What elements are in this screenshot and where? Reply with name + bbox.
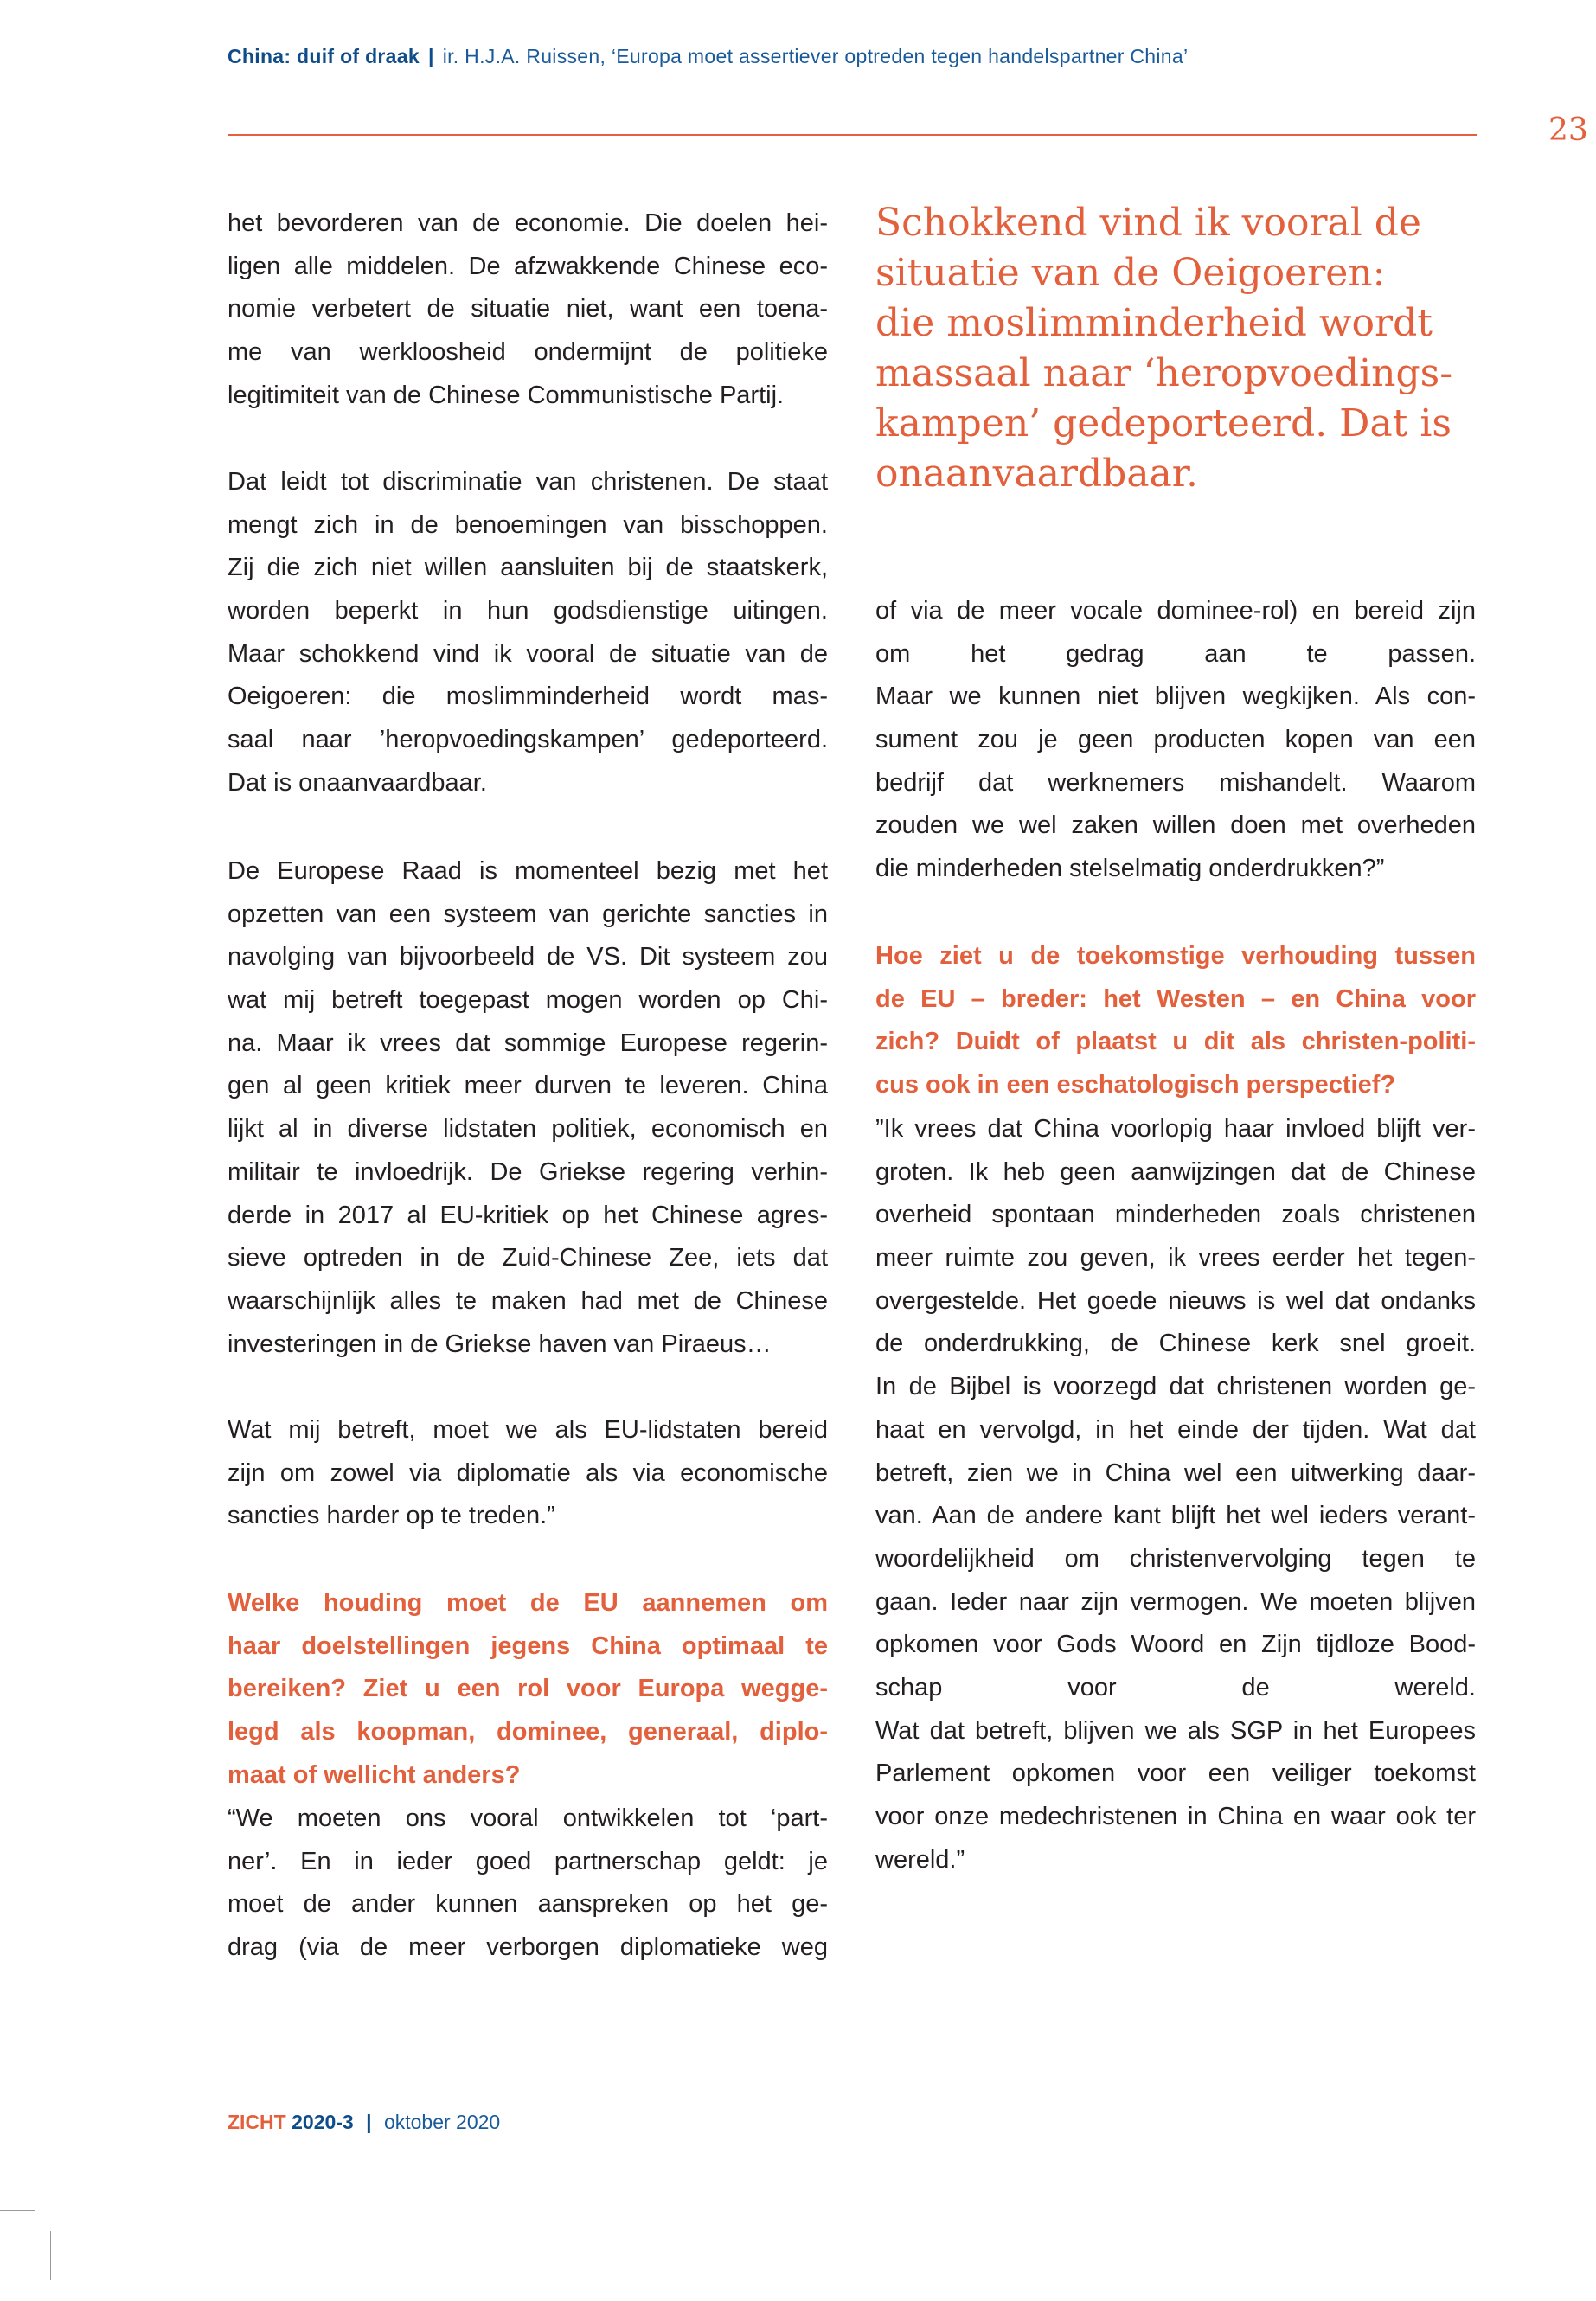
text-line: opkomen voor Gods Woord en Zijn tijdloze Bood- xyxy=(875,1631,1476,1659)
interview-question xyxy=(228,1582,828,1797)
text-line: zich? Duidt of plaatst u dit als christen-politi- xyxy=(875,1028,1476,1056)
text-line: Oeigoeren: die moslimminderheid wordt mas- xyxy=(228,683,828,711)
text-line: Wat dat betreft, blijven we als SGP in het Europees xyxy=(875,1716,1476,1745)
text-line: nomie verbetert de situatie niet, want een toena- xyxy=(228,295,828,324)
text-line: investeringen in de Griekse haven van Piraeus… xyxy=(228,1330,772,1358)
text-line: me van werkloosheid ondermijnt de politieke xyxy=(228,338,828,367)
pull-quote-line: onaanvaardbaar. xyxy=(875,452,1198,496)
text-line: militair te invloedrijk. De Griekse regering verhin- xyxy=(228,1157,828,1186)
crop-mark-vertical xyxy=(50,2231,51,2280)
text-line: schap voor de wereld. xyxy=(875,1673,1476,1702)
text-line: saal naar ’heropvoedingskampen’ gedeporteerd. xyxy=(228,726,828,754)
text-line: Maar schokkend vind ik vooral de situatie van de xyxy=(228,639,828,668)
text-line: zouden we wel zaken willen doen met overheden xyxy=(875,811,1476,840)
text-line: Maar we kunnen niet blijven wegkijken. Als con- xyxy=(875,683,1476,711)
text-line: overheid spontaan minderheden zoals christenen xyxy=(875,1201,1476,1229)
text-line: wereld.” xyxy=(875,1845,965,1874)
text-line: sancties harder op te treden.” xyxy=(228,1502,555,1530)
text-line: gaan. Ieder naar zijn vermogen. We moeten blijven xyxy=(875,1587,1476,1616)
pull-quote xyxy=(875,198,1498,499)
pull-quote-line: Schokkend vind ik vooral de xyxy=(875,201,1421,245)
text-line: mengt zich in de benoemingen van bisschoppen. xyxy=(228,510,828,539)
paragraph xyxy=(228,202,828,417)
section-title: China: duif of draak xyxy=(228,45,420,67)
text-line: moet de ander kunnen aanspreken op het ge- xyxy=(228,1890,828,1919)
text-line: drag (via de meer verborgen diplomatieke weg xyxy=(228,1933,828,1962)
text-line: ner’. En in ieder goed partnerschap geldt: je xyxy=(228,1847,828,1875)
text-line: legitimiteit van de Chinese Communistische Partij. xyxy=(228,381,785,409)
text-line: het bevorderen van de economie. Die doelen hei- xyxy=(228,209,828,237)
text-line: In de Bijbel is voorzegd dat christenen worden ge- xyxy=(875,1373,1476,1401)
page-number: 23 xyxy=(1548,112,1588,148)
text-line: “We moeten ons vooral ontwikkelen tot ‘part- xyxy=(228,1804,828,1832)
text-line: die minderheden stelselmatig onderdrukken?” xyxy=(875,855,1385,883)
magazine-name: ZICHT xyxy=(228,2111,286,2133)
text-line: cus ook in een eschatologisch perspectief? xyxy=(875,1071,1396,1099)
text-line: haat en vervolgd, in het einde der tijden. Wat dat xyxy=(875,1415,1476,1444)
text-line: lijkt al in diverse lidstaten politiek, economisch en xyxy=(228,1115,828,1144)
paragraph xyxy=(228,1798,828,1970)
text-line: voor onze medechristenen in China en waar ook ter xyxy=(875,1803,1476,1830)
text-line: Zij die zich niet willen aansluiten bij de staatskerk, xyxy=(228,554,828,582)
pull-quote-line: situatie van de Oeigoeren: xyxy=(875,251,1386,295)
text-line: derde in 2017 al EU-kritiek op het Chinese agres- xyxy=(228,1201,828,1229)
text-line: gen al geen kritiek meer durven te leveren. China xyxy=(228,1072,828,1100)
footer xyxy=(228,2111,500,2134)
paragraph xyxy=(228,850,828,1366)
text-line: sument zou je geen producten kopen van een xyxy=(875,726,1476,754)
paragraph xyxy=(228,1409,828,1538)
text-line: overgestelde. Het goede nieuws is wel dat ondanks xyxy=(875,1286,1476,1315)
text-line: Parlement opkomen voor een veiliger toekomst xyxy=(875,1759,1476,1788)
text-line: Welke houding moet de EU aannemen om xyxy=(228,1589,828,1617)
text-line: maat of wellicht anders? xyxy=(228,1760,521,1789)
text-line: de EU – breder: het Westen – en China voor xyxy=(875,984,1476,1013)
text-line: bedrijf dat werknemers mishandelt. Waarom xyxy=(875,768,1476,797)
paragraph xyxy=(875,1108,1476,1881)
issue-date: oktober 2020 xyxy=(383,2111,501,2133)
text-line: na. Maar ik vrees dat sommige Europese regerin- xyxy=(228,1029,828,1057)
text-line: of via de meer vocale dominee-rol) en bereid zijn xyxy=(875,597,1476,625)
text-line: zijn om zowel via diplomatie als via economische xyxy=(228,1458,828,1487)
text-line: legd als koopman, dominee, generaal, diplo- xyxy=(228,1718,828,1747)
text-line: ”Ik vrees dat China voorlopig haar invloed blijft ver- xyxy=(875,1115,1476,1143)
text-line: om het gedrag aan te passen. xyxy=(875,639,1476,668)
paragraph xyxy=(875,590,1476,891)
footer-separator: | xyxy=(366,2111,372,2133)
text-line: haar doelstellingen jegens China optimaal te xyxy=(228,1631,828,1660)
running-header xyxy=(228,45,1188,68)
text-line: Hoe ziet u de toekomstige verhouding tussen xyxy=(875,942,1476,970)
header-rule xyxy=(228,134,1477,136)
text-line: betreft, zien we in China wel een uitwerking daar- xyxy=(875,1458,1476,1487)
pull-quote-line: die moslimminderheid wordt xyxy=(875,301,1433,345)
text-line: Wat mij betreft, moet we als EU-lidstaten bereid xyxy=(228,1416,828,1444)
text-line: sieve optreden in de Zuid-Chinese Zee, iets dat xyxy=(228,1244,828,1272)
text-line: Dat is onaanvaardbaar. xyxy=(228,768,487,797)
text-line: bereiken? Ziet u een rol voor Europa wegge- xyxy=(228,1675,828,1703)
text-line: de onderdrukking, de Chinese kerk snel groeit. xyxy=(875,1330,1476,1358)
article-title: ir. H.J.A. Ruissen, ‘Europa moet assertiever optreden tegen handelspartner China’ xyxy=(442,45,1189,67)
text-line: worden beperkt in hun godsdienstige uitingen. xyxy=(228,597,828,625)
text-line: meer ruimte zou geven, ik vrees eerder het tegen- xyxy=(875,1244,1476,1272)
text-line: ligen alle middelen. De afzwakkende Chinese eco- xyxy=(228,252,828,280)
text-line: navolging van bijvoorbeeld de VS. Dit systeem zou xyxy=(228,943,828,971)
text-line: wat mij betreft toegepast mogen worden op Chi- xyxy=(228,986,828,1015)
text-line: waarschijnlijk alles te maken had met de Chinese xyxy=(228,1286,828,1315)
text-line: De Europese Raad is momenteel bezig met het xyxy=(228,857,828,885)
interview-question xyxy=(875,935,1476,1107)
paragraph xyxy=(228,461,828,805)
text-line: opzetten van een systeem van gerichte sancties in xyxy=(228,900,828,928)
text-line: groten. Ik heb geen aanwijzingen dat de Chinese xyxy=(875,1157,1476,1186)
issue-number: 2020-3 xyxy=(292,2111,354,2133)
text-line: Dat leidt tot discriminatie van christenen. De staat xyxy=(228,468,828,496)
text-line: woordelijkheid om christenvervolging tegen te xyxy=(875,1544,1476,1573)
pull-quote-line: massaal naar ‘heropvoedings- xyxy=(875,351,1453,395)
pull-quote-line: kampen’ gedeporteerd. Dat is xyxy=(875,401,1452,445)
crop-mark-horizontal xyxy=(0,2210,35,2211)
text-line: van. Aan de andere kant blijft het wel ieders verant- xyxy=(875,1502,1476,1530)
header-separator: | xyxy=(427,45,434,67)
